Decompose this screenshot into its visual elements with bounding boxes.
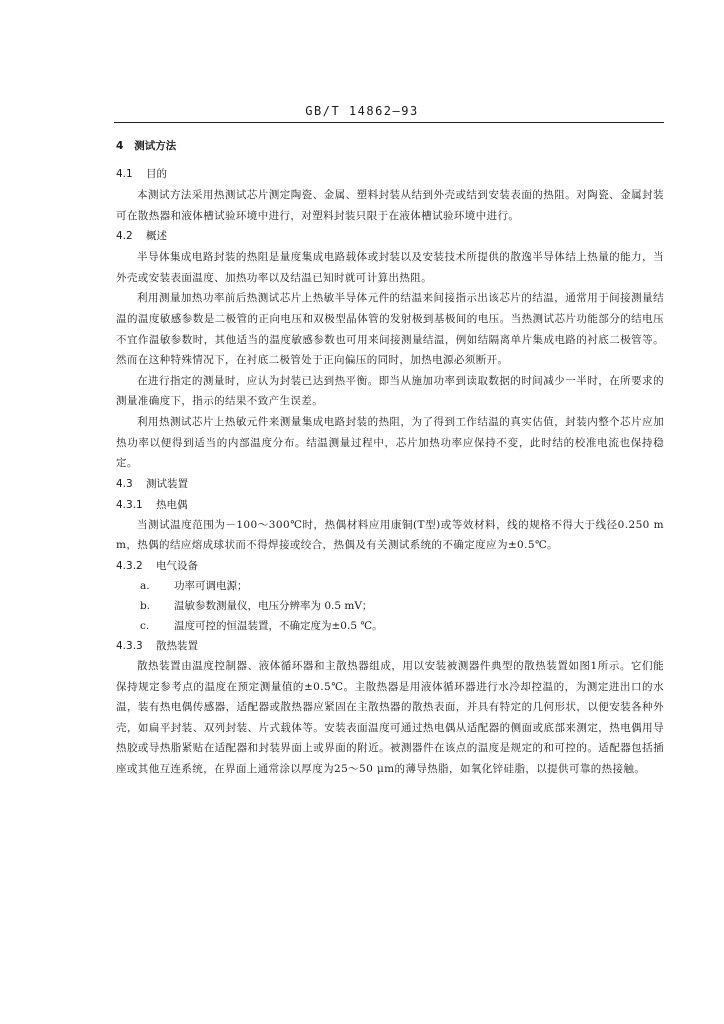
paragraph-4-3-3: 散热装置由温度控制器、液体循环器和主散热器组成，用以安装被测器件典型的散热装置如图1所示。它们能保持规定参考点的温度在预定测量值的±0.5℃。主散热器是用液体循环器进行水冷却控温的，为测定进出口的水温，装有热电偶传感器，适配器或散热器应紧固在主散热器的散热表面，并具有特定的几何形状，以便安装各种外壳，如扁平封装、双列封装、片式载体等。安装表面温度可通过热电偶从适配器的侧面或底部来测定，热电偶用导热胶或导热脂紧贴在适配器和封装界面上或界面的附近。被测器件在该点的温度是规定的和可控的。适配器包括插座或其他互连系统，在界面上通常涂以厚度为25～50 μm的薄导热脂，如氧化锌硅脂，以提供可靠的热接触。 xyxy=(116,659,664,775)
heading-number: 4.3 xyxy=(116,477,133,490)
heading-title: 测试装置 xyxy=(146,477,188,490)
document-body xyxy=(116,136,664,779)
list-text: 温敏参数测量仪，电压分辨率为 0.5 mV； xyxy=(174,599,373,612)
heading-4-3-2 xyxy=(116,556,664,576)
heading-number: 4.2 xyxy=(116,230,133,243)
heading-4-1 xyxy=(116,164,664,185)
paragraph-4-2-4: 利用热测试芯片上热敏元件来测量集成电路封装的热阻，为了得到工作结温的真实估值，封装内整个芯片应加热功率以便得到适当的内部温度分布。结温测量过程中，芯片加热功率应保持不变，此时结的校准电流也保持稳定。 xyxy=(116,415,664,470)
list-marker: c. xyxy=(140,619,150,632)
heading-4-3-1 xyxy=(116,495,664,515)
list-item xyxy=(116,576,664,596)
list-marker: b. xyxy=(140,599,151,612)
heading-title: 散热装置 xyxy=(156,639,198,652)
section-heading xyxy=(116,136,664,156)
header-rule xyxy=(114,122,664,123)
heading-number: 4.3.2 xyxy=(116,559,143,572)
heading-4-3-3 xyxy=(116,636,664,656)
paragraph-4-3-1: 当测试温度范围为－100～300℃时，热偶材料应用康铜(T型)或等效材料，线的规格不得大于线径0.250 mm，热偶的结应熔成球状而不得焊接或绞合，热偶及有关测试系统的不确定度应为±0.5℃。 xyxy=(116,518,664,552)
heading-number: 4.1 xyxy=(116,168,133,180)
heading-title: 目的 xyxy=(146,168,167,180)
paragraph-4-2-2: 利用测量加热功率前后热测试芯片上热敏半导体元件的结温来间接指示出该芯片的结温，通常用于间接测量结温的温度敏感参数是二极管的正向电压和双极型晶体管的发射极到基极间的电压。当热测试芯片功能部分的结电压不宜作温敏参数时，其他适当的温度敏感参数也可用来间接测量结温，例如结隔离单片集成电路的衬底二极管等。然而在这种特殊情况下，在衬底二极管处于正向偏压的同时，加热电源必须断开。 xyxy=(116,292,664,367)
list-marker: a. xyxy=(140,579,150,592)
section-number: 4 xyxy=(116,140,124,152)
heading-number: 4.3.1 xyxy=(116,498,143,511)
list-item xyxy=(116,616,664,636)
paragraph-4-1: 本测试方法采用热测试芯片测定陶瓷、金属、塑料封装从结到外壳或结到安装表面的热阻。对陶瓷、金属封装可在散热器和液体槽试验环境中进行，对塑料封装只限于在液体槽试验环境中进行。 xyxy=(116,189,664,222)
list-item xyxy=(116,596,664,616)
list-text: 功率可调电源； xyxy=(174,579,248,592)
heading-4-3 xyxy=(116,474,664,495)
heading-number: 4.3.3 xyxy=(116,639,143,652)
standard-code: GB/T 14862—93 xyxy=(305,104,419,118)
heading-title: 概述 xyxy=(146,230,167,243)
section-title: 测试方法 xyxy=(134,140,177,152)
paragraph-4-2-1: 半导体集成电路封装的热阻是量度集成电路载体或封装以及安装技术所提供的散逸半导体结上热量的能力，当外壳或安装表面温度、加热功率以及结温已知时就可计算出热阻。 xyxy=(116,251,664,284)
heading-title: 电气设备 xyxy=(156,559,198,572)
heading-title: 热电偶 xyxy=(156,498,188,511)
heading-4-2 xyxy=(116,226,664,247)
paragraph-4-2-3: 在进行指定的测量时，应认为封装已达到热平衡。即当从施加功率到读取数据的时间减少一半时，在所要求的测量准确度下，指示的结果不致产生误差。 xyxy=(116,374,664,408)
list-text: 温度可控的恒温装置，不确定度为±0.5 ℃。 xyxy=(174,619,383,632)
